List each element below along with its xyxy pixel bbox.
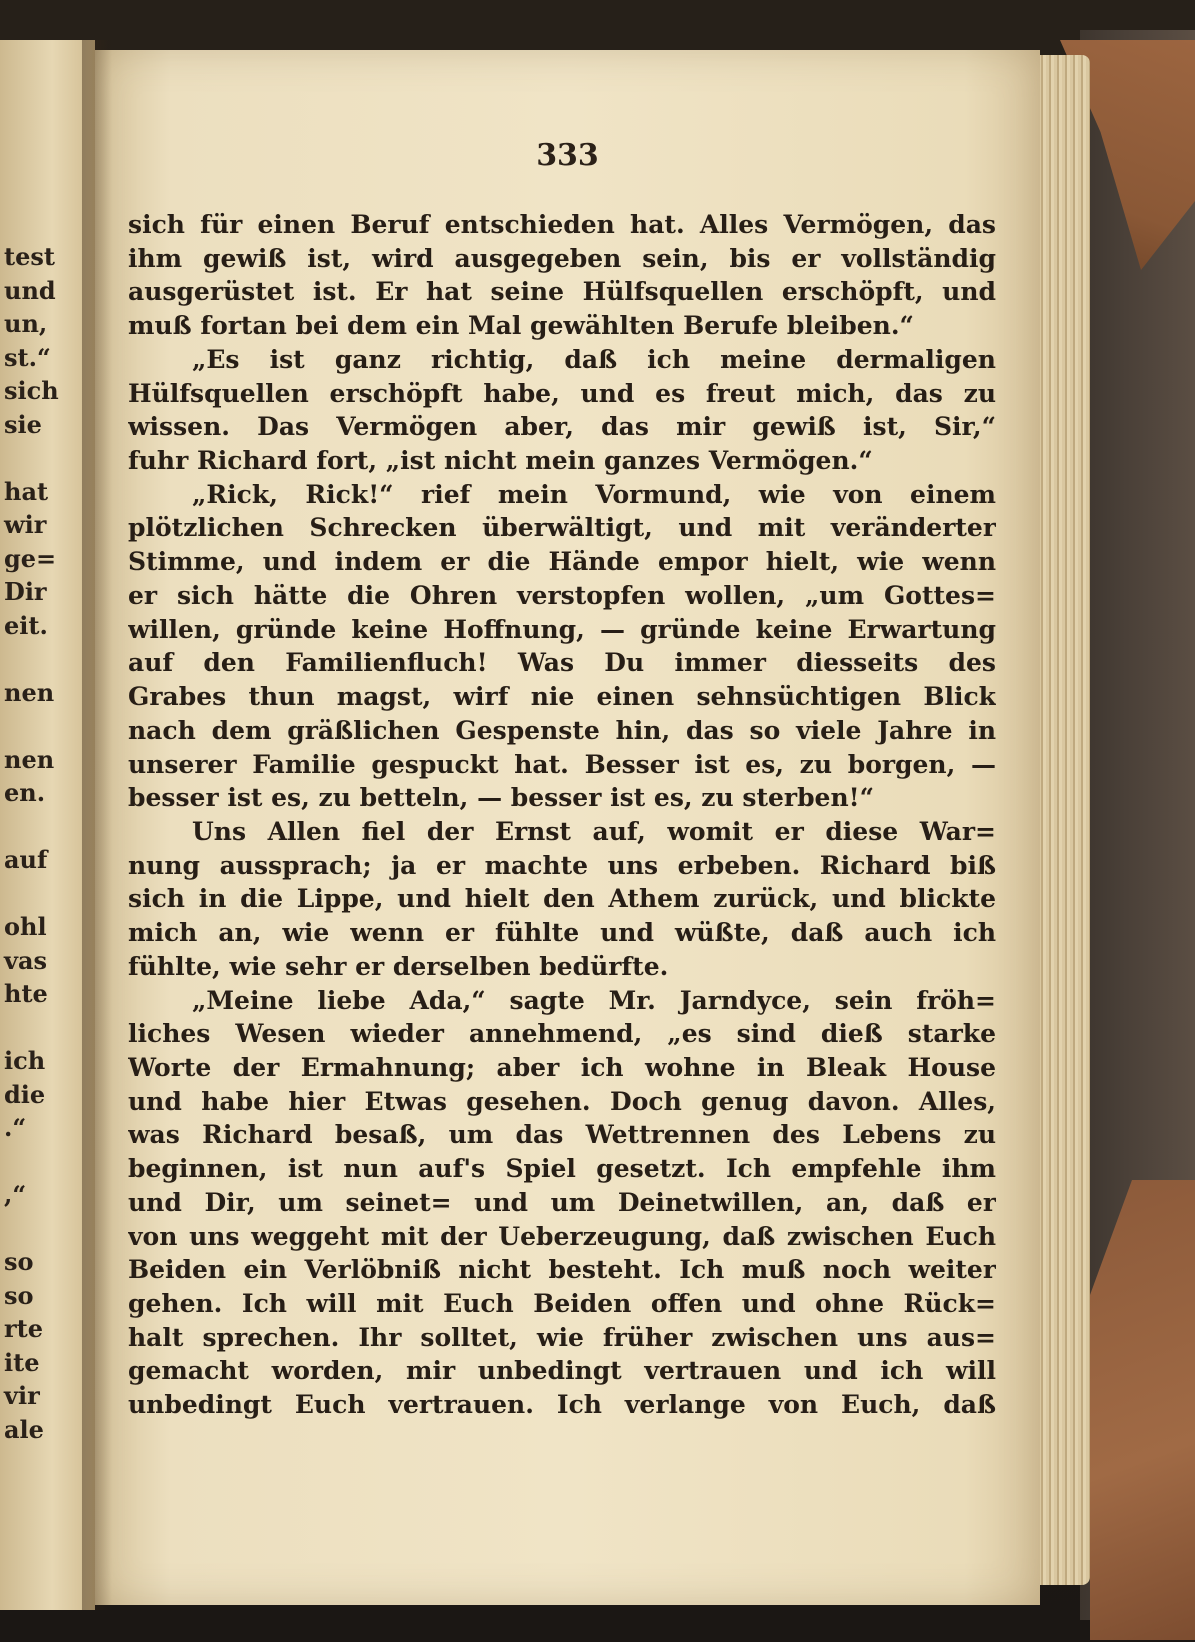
left-fragment: st.“ bbox=[4, 342, 51, 372]
left-fragment bbox=[4, 1212, 94, 1246]
text-line: von uns weggeht mit der Ueberzeugung, daß zwischen Euch bbox=[128, 1221, 996, 1251]
text-line: ihm gewiß ist, wird ausgegeben sein, bis er vollständig bbox=[128, 243, 996, 273]
left-fragment: vas bbox=[4, 945, 48, 975]
left-fragment: ohl bbox=[4, 912, 47, 941]
text-line: liches Wesen wieder annehmend, „es sind dieß starke bbox=[128, 1019, 996, 1049]
left-fragment: ,“ bbox=[4, 1180, 27, 1209]
page-number: 333 bbox=[536, 138, 599, 173]
left-fragment: so bbox=[4, 1247, 34, 1276]
text-line: unserer Familie gespuckt hat. Besser ist es, zu borgen, — bbox=[128, 749, 996, 779]
left-fragment: Dir bbox=[4, 577, 47, 606]
left-fragment: und bbox=[4, 275, 56, 305]
text-line: was Richard besaß, um das Wettrennen des Lebens zu bbox=[128, 1120, 996, 1150]
text-line: plötzlichen Schrecken überwältigt, und mit veränderter bbox=[128, 513, 996, 543]
left-fragment: nen bbox=[4, 677, 55, 707]
left-fragment: hat bbox=[4, 476, 49, 506]
text-line: willen, gründe keine Hoffnung, — gründe keine Erwartung bbox=[128, 614, 996, 644]
text-line: nach dem gräßlichen Gespenste hin, das so viele Jahre in bbox=[128, 715, 996, 745]
text-line: Uns Allen fiel der Ernst auf, womit er diese War= bbox=[192, 816, 996, 846]
left-fragment: ite bbox=[4, 1347, 40, 1377]
text-line: gehen. Ich will mit Euch Beiden offen und ohne Rück= bbox=[128, 1289, 996, 1318]
text-line: nung aussprach; ja er machte uns erbeben. Richard biß bbox=[128, 850, 996, 880]
left-fragment: ge= bbox=[4, 543, 57, 573]
left-page-text-fragments bbox=[4, 240, 94, 1446]
text-line: gemacht worden, mir unbedingt vertrauen und ich will bbox=[128, 1356, 996, 1386]
text-line: ausgerüstet ist. Er hat seine Hülfsquellen erschöpft, und bbox=[128, 277, 996, 307]
left-fragment: eit. bbox=[4, 610, 48, 640]
text-line: fühlte, wie sehr er derselben bedürfte. bbox=[128, 951, 669, 981]
text-line: wissen. Das Vermögen aber, das mir gewiß ist, Sir,“ bbox=[128, 412, 996, 442]
left-fragment: nen bbox=[4, 744, 55, 774]
text-line: Stimme, und indem er die Hände empor hielt, wie wenn bbox=[128, 547, 996, 577]
left-fragment bbox=[4, 1145, 94, 1179]
text-line: fuhr Richard fort, „ist nicht mein ganzes Vermögen.“ bbox=[128, 446, 873, 476]
text-line: Grabes thun magst, wirf nie einen sehnsüchtigen Blick bbox=[128, 682, 996, 712]
left-fragment: die bbox=[4, 1079, 46, 1109]
left-fragment: sich bbox=[4, 376, 59, 405]
text-line: auf den Familienfluch! Was Du immer diesseits des bbox=[128, 648, 996, 678]
left-fragment: un, bbox=[4, 309, 48, 338]
left-fragment bbox=[4, 810, 94, 844]
text-line: halt sprechen. Ihr solltet, wie früher zwischen uns aus= bbox=[128, 1322, 996, 1352]
left-fragment: test bbox=[4, 242, 55, 271]
left-fragment: auf bbox=[4, 845, 48, 874]
text-line: „Meine liebe Ada,“ sagte Mr. Jarndyce, sein fröh= bbox=[192, 985, 996, 1015]
text-line: mich an, wie wenn er fühlte und wüßte, daß auch ich bbox=[128, 918, 996, 948]
left-fragment bbox=[4, 1011, 94, 1045]
text-line: Hülfsquellen erschöpft habe, und es freut mich, das zu bbox=[128, 378, 996, 408]
left-fragment: sie bbox=[4, 409, 42, 439]
right-page bbox=[95, 50, 1040, 1605]
text-line: sich für einen Beruf entschieden hat. Alles Vermögen, das bbox=[128, 210, 996, 239]
left-fragment bbox=[4, 709, 94, 743]
left-fragment: hte bbox=[4, 979, 48, 1008]
text-line: unbedingt Euch vertrauen. Ich verlange von Euch, daß bbox=[128, 1390, 996, 1420]
left-page bbox=[0, 40, 95, 1610]
left-fragment: so bbox=[4, 1280, 34, 1310]
left-fragment bbox=[4, 877, 94, 911]
left-fragment bbox=[4, 642, 94, 676]
left-fragment: ale bbox=[4, 1414, 44, 1444]
left-fragment: wir bbox=[4, 510, 47, 539]
text-line: Worte der Ermahnung; aber ich wohne in Bleak House bbox=[128, 1052, 996, 1082]
text-line: und habe hier Etwas gesehen. Doch genug davon. Alles, bbox=[128, 1086, 996, 1116]
text-line: sich in die Lippe, und hielt den Athem zurück, und blickte bbox=[128, 884, 996, 914]
text-line: er sich hätte die Ohren verstopfen wollen, „um Gottes= bbox=[128, 580, 996, 610]
text-line: Beiden ein Verlöbniß nicht besteht. Ich muß noch weiter bbox=[128, 1255, 996, 1285]
left-fragment: rte bbox=[4, 1314, 43, 1343]
left-fragment bbox=[4, 441, 94, 475]
text-line: und Dir, um seinet= und um Deinetwillen, an, daß er bbox=[128, 1187, 996, 1217]
left-fragment: vir bbox=[4, 1381, 40, 1410]
left-fragment: en. bbox=[4, 778, 46, 807]
text-line: besser ist es, zu betteln, — besser ist es, zu sterben!“ bbox=[128, 783, 874, 813]
page-body-text bbox=[128, 208, 996, 1422]
left-fragment: ich bbox=[4, 1046, 46, 1075]
text-line: beginnen, ist nun auf's Spiel gesetzt. Ich empfehle ihm bbox=[128, 1154, 996, 1184]
text-line: muß fortan bei dem ein Mal gewählten Berufe bleiben.“ bbox=[128, 311, 914, 341]
text-line: „Rick, Rick!“ rief mein Vormund, wie von einem bbox=[192, 479, 996, 509]
left-fragment: .“ bbox=[4, 1113, 27, 1142]
text-line: „Es ist ganz richtig, daß ich meine dermaligen bbox=[192, 344, 996, 374]
book-gutter bbox=[82, 40, 112, 1610]
